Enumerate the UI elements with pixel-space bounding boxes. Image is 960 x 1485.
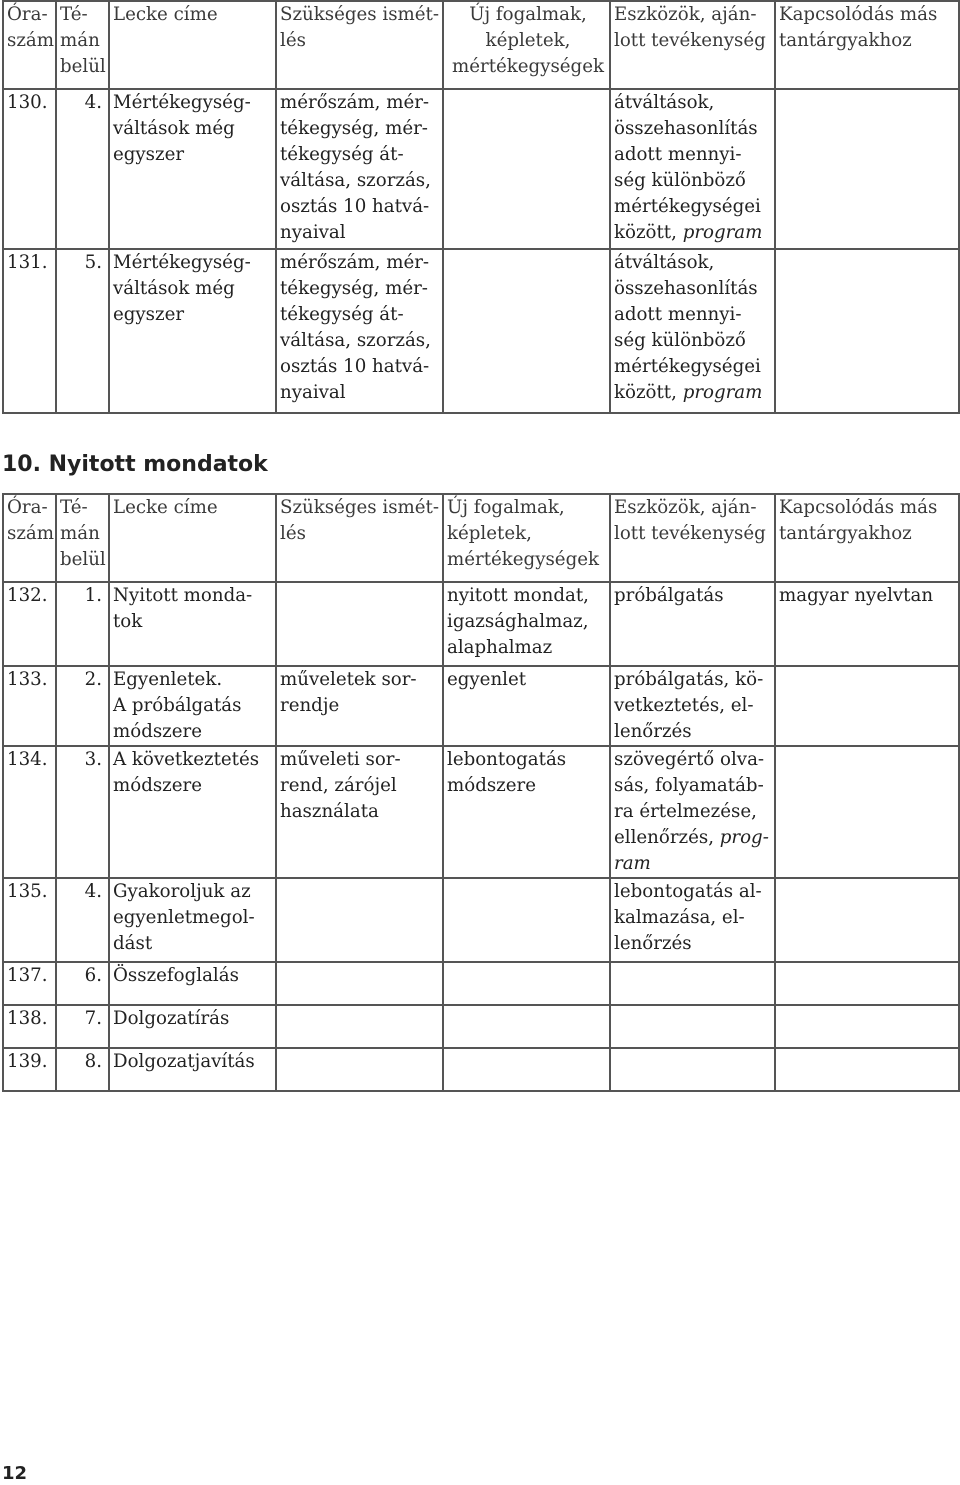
- header-kapcsolodas: Kapcsolódás más tantárgyakhoz: [779, 497, 938, 544]
- table-row: [3, 249, 959, 413]
- cell-tema: 5.: [84, 252, 102, 273]
- cell-tema: 6.: [84, 965, 102, 986]
- cell-tema: 1.: [84, 585, 102, 606]
- cell-ora: 130.: [7, 92, 48, 113]
- table-row: [3, 582, 959, 666]
- cell-ora: 139.: [7, 1051, 48, 1072]
- section-title: 10. Nyitott mondatok: [2, 452, 268, 477]
- page-number: 12: [2, 1463, 28, 1484]
- cell-tema: 8.: [84, 1051, 102, 1072]
- cell-eszkozok: lebontogatás al- kalmazása, el- lenőrzés: [614, 881, 762, 954]
- header-oraszam: Óra- szám: [7, 4, 55, 51]
- cell-lecke: A következtetés módszere: [113, 749, 260, 796]
- cell-ora: 134.: [7, 749, 48, 770]
- eszkozok-program: prog- ram: [614, 827, 769, 874]
- table-row: [3, 1005, 959, 1048]
- cell-szukseges: mérőszám, mér- tékegység, mér- tékegység át- váltása, szorzás, osztás 10 hatvá- nyaival: [280, 252, 431, 403]
- table-row: [3, 89, 959, 249]
- eszkozok-program: program: [682, 382, 763, 403]
- cell-uj: egyenlet: [447, 669, 527, 690]
- header-teman: Té- mán belül: [60, 497, 106, 570]
- cell-szukseges: mérőszám, mér- tékegység, mér- tékegység át- váltása, szorzás, osztás 10 hatvá- nyaival: [280, 92, 431, 243]
- cell-szukseges: műveleti sor- rend, zárójel használata: [280, 749, 401, 822]
- eszkozok-text: átváltások, összehasonlítás adott mennyi- ség különböző mértékegységei között,: [614, 92, 761, 243]
- table-header-row: [3, 494, 959, 582]
- header-lecke: Lecke címe: [113, 4, 218, 25]
- cell-ora: 131.: [7, 252, 48, 273]
- eszkozok-program: program: [682, 222, 763, 243]
- header-kapcsolodas: Kapcsolódás más tantárgyakhoz: [779, 4, 938, 51]
- cell-lecke: Egyenletek. A próbálgatás módszere: [113, 669, 242, 742]
- curriculum-table-1: [2, 0, 960, 414]
- header-uj: Új fogalmak, képletek, mértékegységek: [451, 4, 604, 77]
- cell-eszkozok: [611, 747, 774, 877]
- cell-lecke: Dolgozatírás: [113, 1008, 230, 1029]
- eszkozok-text: szövegértő olva- sás, folyamatáb- ra értelmezése, ellenőrzés,: [614, 749, 765, 848]
- table-row: [3, 1048, 959, 1091]
- cell-lecke: Dolgozatjavítás: [113, 1051, 255, 1072]
- table-row: [3, 962, 959, 1005]
- cell-uj: nyitott mondat, igazsághalmaz, alaphalmaz: [447, 585, 589, 658]
- cell-tema: 4.: [84, 881, 102, 902]
- cell-lecke: Gyakoroljuk az egyenletmegol- dást: [113, 881, 255, 954]
- cell-kapcsolodas: magyar nyelvtan: [779, 585, 934, 606]
- table-row: [3, 746, 959, 878]
- header-teman: Té- mán belül: [60, 4, 106, 77]
- header-uj: Új fogalmak, képletek, mértékegységek: [447, 497, 600, 570]
- cell-tema: 7.: [84, 1008, 102, 1029]
- eszkozok-text: átváltások, összehasonlítás adott mennyi- ség különböző mértékegységei között,: [614, 252, 761, 403]
- cell-eszkozok: próbálgatás: [614, 585, 724, 606]
- cell-tema: 2.: [84, 669, 102, 690]
- cell-lecke: Mértékegység- váltások még egyszer: [113, 92, 251, 165]
- cell-lecke: Összefoglalás: [113, 965, 239, 986]
- header-szukseges: Szükséges ismét- lés: [280, 497, 440, 544]
- curriculum-table-2: [2, 493, 960, 1092]
- cell-ora: 133.: [7, 669, 48, 690]
- cell-ora: 135.: [7, 881, 48, 902]
- cell-lecke: Nyitott monda- tok: [113, 585, 253, 632]
- header-eszkozok: Eszközök, aján- lott tevékenység: [614, 4, 766, 51]
- cell-szukseges: műveletek sor- rendje: [280, 669, 417, 716]
- table-row: [3, 666, 959, 746]
- table-row: [3, 878, 959, 962]
- cell-eszkozok: [611, 90, 774, 246]
- table-header-row: [3, 1, 959, 89]
- cell-eszkozok: próbálgatás, kö- vetkeztetés, el- lenőrzés: [614, 669, 764, 742]
- header-szukseges: Szükséges ismét- lés: [280, 4, 440, 51]
- cell-lecke: Mértékegység- váltások még egyszer: [113, 252, 251, 325]
- header-oraszam: Óra- szám: [7, 497, 55, 544]
- cell-ora: 132.: [7, 585, 48, 606]
- cell-tema: 3.: [84, 749, 102, 770]
- header-lecke: Lecke címe: [113, 497, 218, 518]
- cell-eszkozok: [611, 250, 774, 406]
- cell-ora: 138.: [7, 1008, 48, 1029]
- cell-ora: 137.: [7, 965, 48, 986]
- cell-tema: 4.: [84, 92, 102, 113]
- cell-uj: lebontogatás módszere: [447, 749, 567, 796]
- header-eszkozok: Eszközök, aján- lott tevékenység: [614, 497, 766, 544]
